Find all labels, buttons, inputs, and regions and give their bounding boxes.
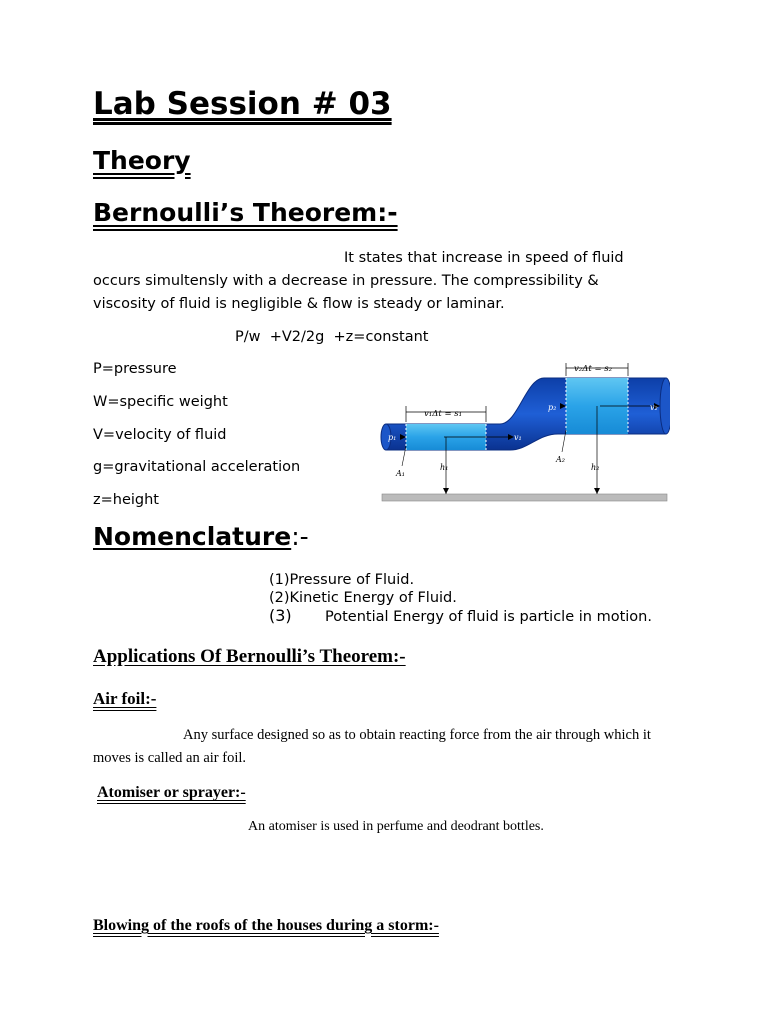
bernoulli-pipe-diagram (378, 360, 670, 504)
label-a1: A₁ (396, 469, 405, 478)
variable-gravity: g=gravitational acceleration (93, 459, 301, 475)
nomenclature-num-1: (1) (269, 572, 290, 588)
atomiser-heading: Atomiser or sprayer:- (97, 784, 246, 801)
label-p1: p₁ (388, 433, 397, 442)
nomenclature-text-3: Potential Energy of fluid is particle in motion. (325, 609, 652, 625)
bernoulli-heading: Bernoulli’s Theorem:- (93, 198, 398, 227)
variable-specific-weight: W=specific weight (93, 394, 228, 410)
nomenclature-text-1: Pressure of Fluid. (289, 572, 415, 588)
label-p2: p₂ (548, 403, 557, 412)
airfoil-text-line2: moves is called an air foil. (93, 750, 247, 766)
nomenclature-num-2: (2) (269, 590, 290, 606)
label-h1: h₁ (440, 463, 449, 472)
applications-heading: Applications Of Bernoulli’s Theorem:- (93, 646, 406, 667)
nomenclature-suffix: :- (291, 522, 309, 551)
label-h2: h₂ (591, 463, 600, 472)
bernoulli-text-line3: viscosity of fluid is negligible & flow is steady or laminar. (93, 296, 505, 312)
atomiser-text: An atomiser is used in perfume and deodrant bottles. (248, 819, 544, 834)
label-a2: A₂ (556, 455, 565, 464)
airfoil-text-line1: Any surface designed so as to obtain reacting force from the air through which it (183, 727, 651, 743)
ground-line (382, 494, 667, 501)
theory-heading: Theory (93, 146, 191, 175)
nomenclature-item-1 (269, 572, 414, 588)
roofs-heading: Blowing of the roofs of the houses during a storm:- (93, 917, 439, 934)
nomenclature-heading: Nomenclature (93, 522, 292, 551)
label-v1: v₁ (514, 433, 522, 442)
nomenclature-text-2: Kinetic Energy of Fluid. (289, 590, 457, 606)
page-title: Lab Session # 03 (93, 86, 392, 122)
nomenclature-item-2 (269, 590, 457, 606)
variable-pressure: P=pressure (93, 361, 177, 377)
variable-velocity: V=velocity of fluid (93, 427, 227, 443)
nomenclature-heading-row (93, 522, 309, 551)
variable-height: z=height (93, 492, 159, 508)
label-v2: v₂ (650, 403, 658, 412)
nomenclature-num-3: (3) (269, 606, 292, 625)
bernoulli-text-line2: occurs simultensly with a decrease in pressure. The compressibility & (93, 273, 599, 289)
label-v2-dt: v₂Δt = s₂ (574, 364, 613, 374)
bernoulli-text-line1: It states that increase in speed of fluid (344, 250, 624, 266)
label-v1-dt: v₁Δt = s₁ (424, 409, 463, 419)
nomenclature-item-3 (269, 606, 292, 625)
airfoil-heading: Air foil:- (93, 689, 157, 708)
bernoulli-equation: P/w +V2/2g +z=constant (235, 329, 429, 345)
